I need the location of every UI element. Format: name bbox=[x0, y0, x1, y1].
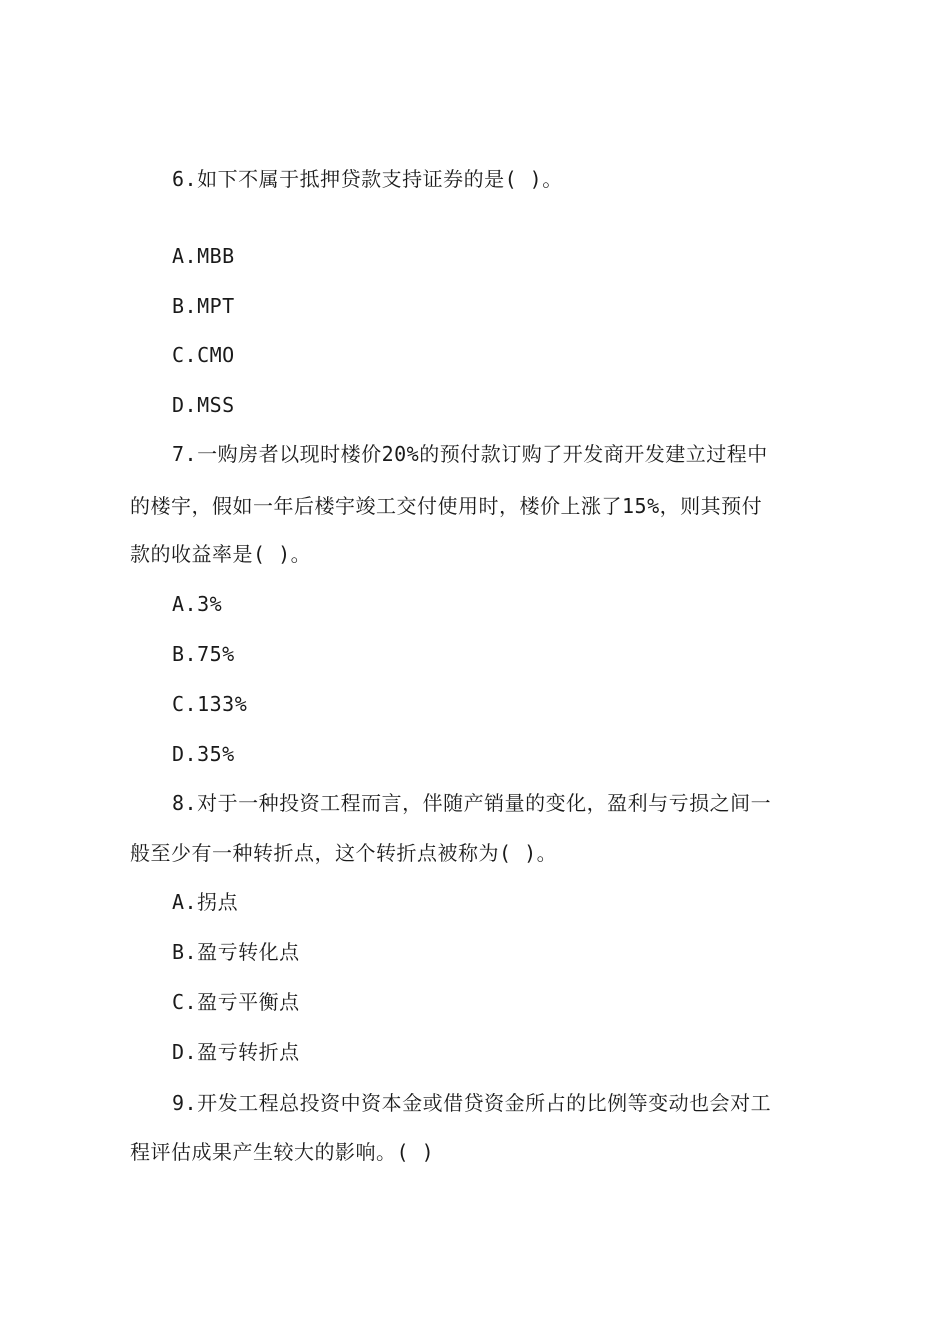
question-6-option-d: D.MSS bbox=[172, 393, 235, 417]
question-7-option-b: B.75% bbox=[172, 642, 235, 666]
question-7-stem-line-1: 7.一购房者以现时楼价20%的预付款订购了开发商开发建立过程中 bbox=[172, 442, 768, 466]
question-7-stem-line-2: 的楼宇，假如一年后楼宇竣工交付使用时，楼价上涨了15%，则其预付 bbox=[130, 494, 763, 518]
question-8-stem-line-2: 般至少有一种转折点，这个转折点被称为( )。 bbox=[130, 841, 558, 865]
question-7-option-a: A.3% bbox=[172, 592, 223, 616]
question-7-option-c: C.133% bbox=[172, 692, 248, 716]
question-8-stem-line-1: 8.对于一种投资工程而言，伴随产销量的变化，盈利与亏损之间一 bbox=[172, 791, 772, 815]
question-6-option-c: C.CMO bbox=[172, 343, 235, 367]
question-6-option-b: B.MPT bbox=[172, 294, 235, 318]
question-6-stem-line-1: 6.如下不属于抵押贷款支持证券的是( )。 bbox=[172, 167, 563, 191]
question-7-stem-line-3: 款的收益率是( )。 bbox=[130, 542, 312, 566]
question-8-option-c: C.盈亏平衡点 bbox=[172, 990, 300, 1014]
question-7-option-d: D.35% bbox=[172, 742, 235, 766]
question-9-stem-line-1: 9.开发工程总投资中资本金或借贷资金所占的比例等变动也会对工 bbox=[172, 1091, 772, 1115]
question-8-option-b: B.盈亏转化点 bbox=[172, 940, 300, 964]
question-8-option-d: D.盈亏转折点 bbox=[172, 1040, 300, 1064]
question-8-option-a: A.拐点 bbox=[172, 890, 239, 914]
question-9-stem-line-2: 程评估成果产生较大的影响。( ) bbox=[130, 1140, 435, 1164]
question-6-option-a: A.MBB bbox=[172, 244, 235, 268]
